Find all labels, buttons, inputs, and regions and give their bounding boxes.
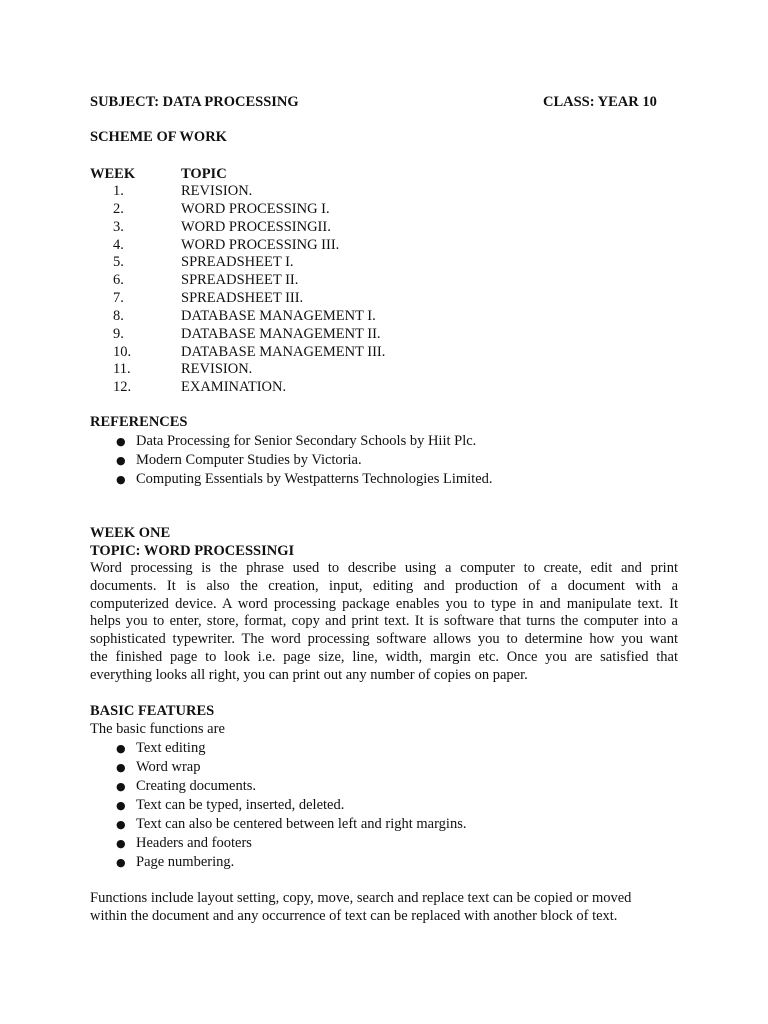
list-item <box>0 834 768 853</box>
scheme-row <box>0 378 768 396</box>
paragraph-line: everything looks all right, you can print out any number of copies on paper. <box>90 666 528 683</box>
list-item <box>0 470 768 489</box>
week-topic: SPREADSHEET III. <box>181 290 304 306</box>
list-item <box>0 758 768 777</box>
bullet-icon: ● <box>116 761 126 774</box>
topic-column-header: TOPIC <box>181 166 227 182</box>
reference-text: Computing Essentials by Westpatterns Technologies Limited. <box>136 471 493 487</box>
week-topic: SPREADSHEET II. <box>181 272 299 288</box>
week-number: 3. <box>113 219 124 235</box>
scheme-row <box>0 307 768 325</box>
list-item <box>0 853 768 872</box>
week-topic: WORD PROCESSING III. <box>181 237 340 253</box>
week-number: 2. <box>113 201 124 217</box>
reference-text: Data Processing for Senior Secondary Schools by Hiit Plc. <box>136 433 477 449</box>
paragraph-line: Word processing is the phrase used to describe using a computer to create, edit and print <box>90 560 678 576</box>
week-number: 1. <box>113 183 124 199</box>
feature-text: Text can also be centered between left and right margins. <box>136 816 467 832</box>
feature-text: Creating documents. <box>136 778 257 794</box>
list-item <box>0 432 768 451</box>
bullet-icon: ● <box>116 818 126 831</box>
week-number: 9. <box>113 326 124 342</box>
list-item <box>0 796 768 815</box>
bullet-icon: ● <box>116 856 126 869</box>
paragraph-line: the finished page to look i.e. page size, line, width, margin etc. Once you are satisfied that <box>90 648 678 665</box>
scheme-row <box>0 218 768 236</box>
scheme-row <box>0 360 768 378</box>
feature-text: Headers and footers <box>136 835 252 851</box>
week-number: 4. <box>113 237 124 253</box>
bullet-icon: ● <box>116 837 126 850</box>
week-one-heading: WEEK ONE <box>90 525 171 541</box>
scheme-row <box>0 325 768 343</box>
scheme-header-row <box>0 165 768 183</box>
week-number: 8. <box>113 308 124 324</box>
week-topic: DATABASE MANAGEMENT III. <box>181 344 386 360</box>
basic-features-lead: The basic functions are <box>90 721 225 737</box>
scheme-row <box>0 271 768 289</box>
references-heading: REFERENCES <box>90 414 188 430</box>
week-topic: WORD PROCESSING I. <box>181 201 330 217</box>
week-topic: REVISION. <box>181 361 253 377</box>
bullet-icon: ● <box>116 435 126 448</box>
feature-text: Word wrap <box>136 759 201 775</box>
week-number: 5. <box>113 254 124 270</box>
list-item <box>0 451 768 470</box>
paragraph-line: sophisticated typewriter. The word processing software allows you to determine how you want <box>90 631 678 648</box>
feature-text: Text editing <box>136 740 206 756</box>
basic-features-heading: BASIC FEATURES <box>90 703 215 719</box>
bullet-icon: ● <box>116 473 126 486</box>
scheme-row <box>0 253 768 271</box>
week-topic: DATABASE MANAGEMENT I. <box>181 308 376 324</box>
bullet-icon: ● <box>116 799 126 812</box>
week-one-topic: TOPIC: WORD PROCESSINGI <box>90 543 295 559</box>
bullet-icon: ● <box>116 454 126 467</box>
feature-text: Page numbering. <box>136 854 235 870</box>
paragraph-line: helps you to enter, store, format, copy and print text. It is software that turns the computer into a <box>90 613 678 630</box>
week-topic: WORD PROCESSINGII. <box>181 219 331 235</box>
scheme-row <box>0 182 768 200</box>
week-one-paragraph <box>90 560 678 685</box>
feature-text: Text can be typed, inserted, deleted. <box>136 797 345 813</box>
week-number: 6. <box>113 272 124 288</box>
week-topic: SPREADSHEET I. <box>181 254 294 270</box>
scheme-row <box>0 236 768 254</box>
scheme-row <box>0 289 768 307</box>
reference-text: Modern Computer Studies by Victoria. <box>136 452 362 468</box>
week-topic: DATABASE MANAGEMENT II. <box>181 326 381 342</box>
week-number: 11. <box>113 361 131 377</box>
week-column-header: WEEK <box>90 166 136 182</box>
week-number: 7. <box>113 290 124 306</box>
list-item <box>0 815 768 834</box>
class-heading: CLASS: YEAR 10 <box>543 94 657 110</box>
scheme-row <box>0 343 768 361</box>
list-item <box>0 777 768 796</box>
closing-line: Functions include layout setting, copy, move, search and replace text can be copied or moved <box>90 890 632 906</box>
paragraph-line: documents. It is also the creation, input, editing and production of a document with a <box>90 577 678 594</box>
week-number: 12. <box>113 379 132 395</box>
paragraph-line: computerized device. A word processing package enables you to type in and manipulate text. It <box>90 595 678 612</box>
closing-line: within the document and any occurrence of text can be replaced with another block of text. <box>90 908 618 924</box>
subject-heading: SUBJECT: DATA PROCESSING <box>90 94 299 110</box>
week-topic: EXAMINATION. <box>181 379 287 395</box>
bullet-icon: ● <box>116 780 126 793</box>
week-topic: REVISION. <box>181 183 253 199</box>
week-number: 10. <box>113 344 132 360</box>
scheme-row <box>0 200 768 218</box>
list-item <box>0 739 768 758</box>
scheme-title: SCHEME OF WORK <box>90 129 227 145</box>
bullet-icon: ● <box>116 742 126 755</box>
